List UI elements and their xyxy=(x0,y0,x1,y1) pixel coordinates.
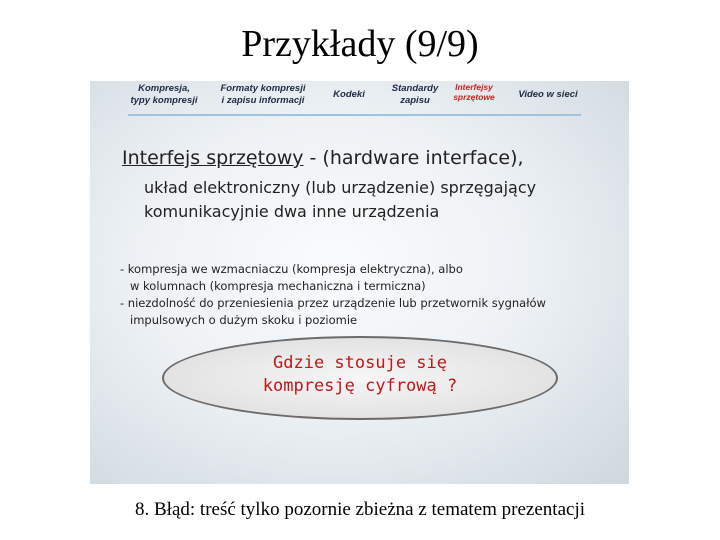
bullet-line: - niezdolność do przeniesienia przez urządzenie lub przetwornik sygnałów xyxy=(120,296,546,310)
nav-underline xyxy=(128,114,581,116)
page-title: Przykłady (9/9) xyxy=(241,23,479,65)
nav-item-kodeki: Kodeki xyxy=(333,89,365,100)
slide-caption: 8. Błąd: treść tylko pozornie zbieżna z tematem prezentacji xyxy=(135,499,585,520)
bullet-list xyxy=(120,261,620,329)
bullet-line: - kompresja we wzmacniaczu (kompresja elektryczna), albo xyxy=(120,262,463,276)
nav-item-interfejsy: Interfejsy sprzętowe xyxy=(453,82,495,102)
heading-term: Interfejs sprzętowy xyxy=(122,147,304,169)
nav-item-standardy: Standardy zapisu xyxy=(391,83,439,106)
nav-item-video: Video w sieci xyxy=(518,89,578,100)
question-text: Gdzie stosuje się kompresję cyfrową ? xyxy=(262,353,458,396)
bullet-continuation: impulsowych o dużym skoku i poziomie xyxy=(130,313,358,327)
definition-text: układ elektroniczny (lub urządzenie) sprzęgający komunikacyjnie dwa inne urządzenia xyxy=(144,178,537,221)
bullet-item xyxy=(120,295,620,329)
slide-image xyxy=(90,81,629,484)
nav-item-kompresja: Kompresja, typy kompresji xyxy=(130,83,198,106)
nav-item-formaty: Formaty kompresji i zapisu informacji xyxy=(220,83,306,106)
question-oval xyxy=(162,336,558,420)
slide-nav-bar xyxy=(90,81,629,121)
heading-rest: - (hardware interface), xyxy=(303,147,524,169)
bullet-item xyxy=(120,261,620,295)
definition-heading xyxy=(122,147,524,169)
bullet-continuation: w kolumnach (kompresja mechaniczna i termiczna) xyxy=(130,279,426,293)
